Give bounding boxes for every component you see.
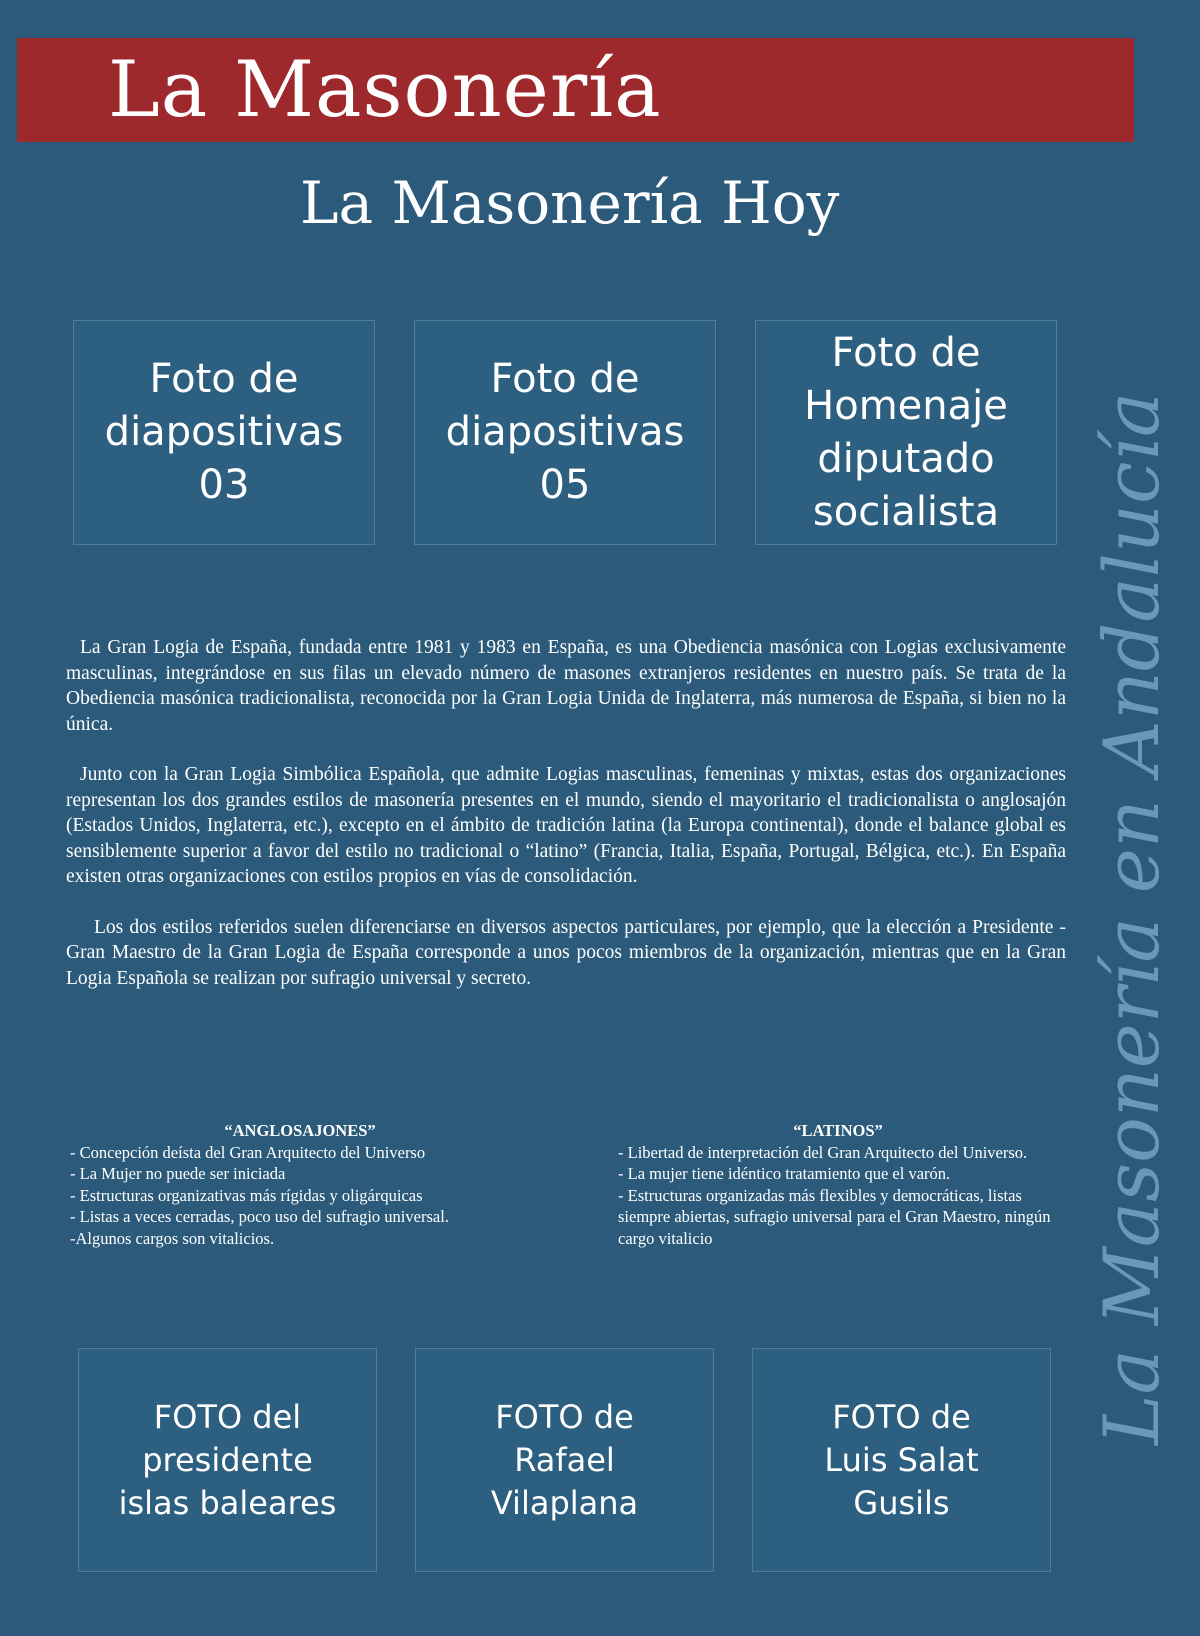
vertical-side-title: La Masonería en Andalucía [1087,391,1176,1445]
photo-placeholder-salat [752,1348,1051,1572]
photo-placeholder-label: FOTO de Luis Salat Gusils [824,1397,979,1522]
photo-placeholder-diapositivas-05 [414,320,716,545]
photo-placeholder-homenaje [755,320,1057,545]
anglosajones-list [70,1142,530,1250]
latinos-column [618,1120,1058,1249]
photo-placeholder-label: FOTO del presidente islas baleares [118,1397,337,1522]
page-title: La Masonería [108,45,662,135]
list-item: - Concepción deísta del Gran Arquitecto del Universo [70,1142,426,1162]
list-item: - Estructuras organizadas más flexibles y democráticas, listas siempre abiertas, sufragio universal para el Gran Maestro, ningún cargo vitalicio [618,1185,1051,1248]
paragraph: Los dos estilos referidos suelen diferenciarse en diversos aspectos particulares, por ejemplo, que la elección a Presidente - Gran Maestro de la Gran Logia de España corresponde a unos pocos miembros de la organización, mientras que en la Gran Logia Española se realizan por sufragio universal y secreto. [66,916,1066,989]
photo-placeholder-diapositivas-03 [73,320,375,545]
list-item: - La mujer tiene idéntico tratamiento que el varón. [618,1164,951,1183]
photo-placeholder-label: Foto de Homenaje diputado socialista [804,329,1008,535]
article-body [66,635,1066,1016]
list-item: - Listas a veces cerradas, poco uso del sufragio universal. [70,1207,449,1226]
list-item: -Algunos cargos son vitalicios. [70,1228,275,1248]
photo-placeholder-label: FOTO de Rafael Vilaplana [490,1397,639,1522]
photo-placeholder-presidente [78,1348,377,1572]
paragraph: La Gran Logia de España, fundada entre 1981 y 1983 en España, es una Obediencia masónica con Logias exclusivamente masculinas, integrándose en sus filas un elevado número de masones extranjeros residentes en nuestro país. Se trata de la Obediencia masónica tradicionalista, reconocida por la Gran Logia Unida de Inglaterra, más numerosa de España, si bien no la única. [66,637,1066,735]
page-subtitle: La Masonería Hoy [300,169,840,237]
paragraph: Junto con la Gran Logia Simbólica Española, que admite Logias masculinas, femeninas y mixtas, estas dos organizaciones representan los dos grandes estilos de masonería presentes en el mundo, siendo el mayoritario el tradicionalista o anglosajón (Estados Unidos, Inglaterra, etc.), excepto en el ámbito de tradición latina (la Europa continental), donde el balance global es sensiblemente superior a favor del estilo no tradicional o “latino” (Francia, Italia, España, Portugal, Bélgica, etc.). En España existen otras organizaciones con estilos propios en vías de consolidación. [66,764,1066,887]
column-heading: “ANGLOSAJONES” [224,1121,376,1140]
column-heading: “LATINOS” [793,1121,883,1140]
photo-placeholder-label: Foto de diapositivas 03 [104,356,344,508]
photo-placeholder-label: Foto de diapositivas 05 [445,356,685,508]
list-item: - La Mujer no puede ser iniciada [70,1164,286,1183]
photo-placeholder-vilaplana [415,1348,714,1572]
list-item: - Libertad de interpretación del Gran Arquitecto del Universo. [618,1142,1028,1162]
anglosajones-column [70,1120,530,1249]
latinos-list [618,1142,1058,1250]
list-item: - Estructuras organizativas más rígidas y oligárquicas [70,1185,423,1205]
